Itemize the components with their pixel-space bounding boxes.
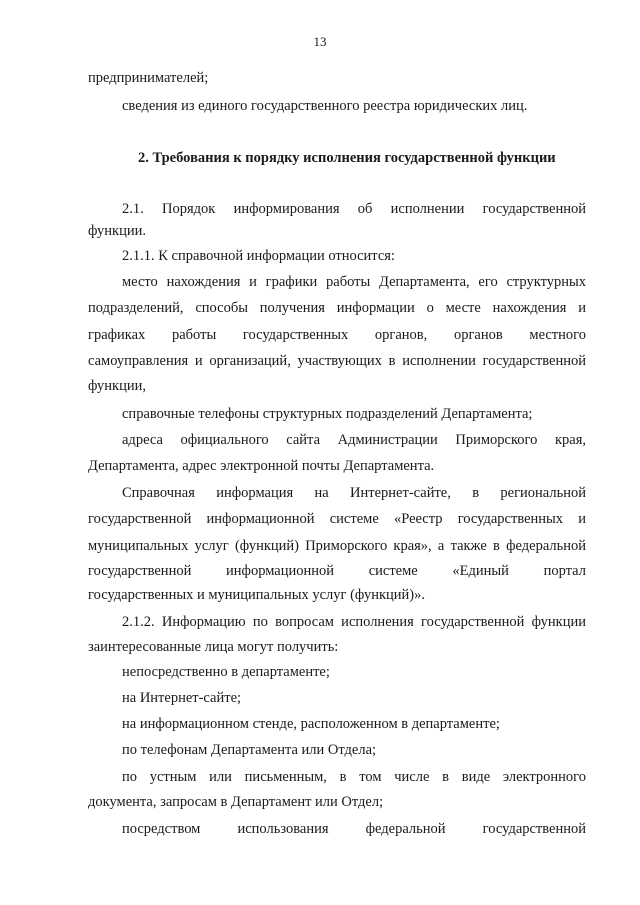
text-line: графиках работы государственных органов, органов местного	[88, 327, 586, 343]
text-line: адреса официального сайта Администрации Приморского края,	[122, 432, 586, 448]
text-line: предпринимателей;	[88, 70, 209, 86]
text-line: Справочная информация на Интернет-сайте, в региональной	[122, 485, 586, 501]
text-line: функции,	[88, 378, 146, 394]
text-line: государственной информационной системе «Реестр государственных и	[88, 511, 586, 527]
text-line: самоуправления и организаций, участвующих в исполнении государственной	[88, 353, 586, 369]
text-line: справочные телефоны структурных подразделений Департамента;	[122, 406, 533, 422]
text-line: на информационном стенде, расположенном в департаменте;	[122, 716, 500, 732]
page-number: 13	[313, 34, 327, 49]
section-heading: 2. Требования к порядку исполнения государственной функции	[138, 150, 556, 166]
text-line: сведения из единого государственного реестра юридических лиц.	[122, 98, 528, 114]
text-line: муниципальных услуг (функций) Приморского края», а также в федеральной	[88, 538, 586, 554]
text-line: непосредственно в департаменте;	[122, 664, 330, 680]
text-line: место нахождения и графики работы Департамента, его структурных	[122, 274, 586, 290]
text-line: 2.1.2. Информацию по вопросам исполнения государственной функции	[122, 614, 586, 630]
text-line: 2.1. Порядок информирования об исполнении государственной	[122, 201, 586, 217]
text-line: 2.1.1. К справочной информации относится:	[122, 248, 395, 264]
text-line: по устным или письменным, в том числе в виде электронного	[122, 769, 586, 785]
text-line: по телефонам Департамента или Отдела;	[122, 742, 377, 758]
text-line: документа, запросам в Департамент или Отдел;	[88, 794, 384, 810]
text-line: заинтересованные лица могут получить:	[88, 639, 339, 655]
text-line: посредством использования федеральной государственной	[122, 821, 586, 837]
text-line: функции.	[88, 223, 146, 239]
text-line: государственных и муниципальных услуг (функций)».	[88, 587, 425, 603]
text-line: на Интернет-сайте;	[122, 690, 242, 706]
text-line: Департамента, адрес электронной почты Департамента.	[88, 458, 435, 474]
text-line: государственной информационной системе «Единый портал	[88, 563, 586, 579]
text-line: подразделений, способы получения информации о месте нахождения и	[88, 300, 586, 316]
